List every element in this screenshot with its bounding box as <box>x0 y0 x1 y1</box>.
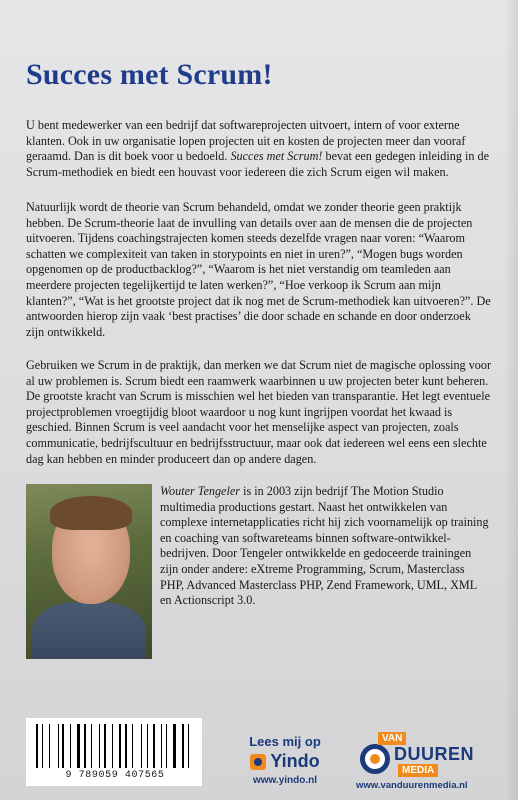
barcode-bar <box>109 724 112 768</box>
author-name: Wouter Tengeler <box>160 484 241 498</box>
barcode-bar <box>70 724 71 768</box>
barcode-bar <box>91 724 92 768</box>
author-photo-shirt <box>32 602 146 659</box>
barcode-bars <box>36 724 192 768</box>
yindo-brand <box>230 751 340 772</box>
isbn-barcode <box>26 718 202 786</box>
spine-shade <box>504 0 518 800</box>
barcode-bar <box>119 724 121 768</box>
barcode-bar <box>67 724 69 768</box>
barcode-bar <box>112 724 113 768</box>
barcode-bar <box>39 724 40 768</box>
barcode-bar <box>132 724 133 768</box>
barcode-bar <box>178 724 179 768</box>
barcode-bar <box>49 724 50 768</box>
publisher-duuren: DUUREN <box>394 744 475 764</box>
barcode-bar <box>60 724 61 768</box>
barcode-number: 9 789059 407565 <box>65 770 165 781</box>
barcode-bar <box>185 724 186 768</box>
barcode-bar <box>153 724 155 768</box>
barcode-bar <box>36 724 38 768</box>
author-photo <box>26 484 152 659</box>
publisher-logo <box>356 730 506 794</box>
barcode-bar <box>77 724 80 768</box>
intro-text-after: bevat een gedegen inleiding in de Scrum-methodiek en biedt een houvast voor iedereen die zich Scrum eigen wil maken. <box>26 149 490 179</box>
author-bio-text: is in 2003 zijn bedrijf The Motion Studio multimedia productions gestart. Naast het ontwikkelen van complexe internetapplicaties richt hij zich voornamelijk op training en coaching van softwareteams binnen software-ontwikkel-bedrijven. Door Tengeler ontwikkelde en gedoceerde trainingen zijn onder andere: eXtreme Programming, Scrum, Masterclass PHP, Advanced Masterclass PHP, Zend Framework, UML, XML en Actionscript 3.0. <box>160 484 489 608</box>
barcode-bar <box>94 724 96 768</box>
barcode-bar <box>163 724 164 768</box>
barcode-bar <box>125 724 127 768</box>
barcode-bar <box>89 724 90 768</box>
intro-book-title-emphasis: Succes met Scrum! <box>230 149 323 164</box>
barcode-bar <box>122 724 123 768</box>
barcode-bar <box>81 724 82 768</box>
barcode-bar <box>151 724 152 768</box>
yindo-tagline: Lees mij op <box>249 734 321 749</box>
barcode-bar <box>62 724 64 768</box>
yindo-brand-name: Yindo <box>270 751 320 771</box>
barcode-bar <box>182 724 184 768</box>
barcode-bar <box>42 724 43 768</box>
author-photo-hair <box>50 496 132 530</box>
barcode-bar <box>161 724 162 768</box>
author-bio <box>160 484 490 609</box>
barcode-bar <box>147 724 148 768</box>
barcode-bar <box>58 724 59 768</box>
intro-text-before: U bent medewerker van een bedrijf dat softwareprojecten uitvoert, intern of voor externe klanten. Ook in uw organisatie lopen projecten uit en kosten de projecten meer dan vooraf geraamd. Dan is dit boek voor u bedoeld. <box>26 118 466 164</box>
publisher-media: MEDIA <box>398 764 438 777</box>
barcode-bar <box>188 724 189 768</box>
barcode-bar <box>166 724 167 768</box>
barcode-bar <box>130 724 131 768</box>
barcode-bar <box>84 724 86 768</box>
intro-paragraph <box>26 118 492 180</box>
barcode-bar <box>99 724 100 768</box>
book-title: Succes met Scrum! <box>26 58 273 91</box>
barcode-bar <box>143 724 145 768</box>
barcode-bar <box>115 724 116 768</box>
barcode-bar <box>157 724 159 768</box>
barcode-bar <box>73 724 74 768</box>
publisher-disc-icon <box>360 744 390 774</box>
publisher-van: VAN <box>378 732 406 745</box>
barcode-bar <box>170 724 172 768</box>
barcode-bar <box>135 724 138 768</box>
publisher-url: www.vanduurenmedia.nl <box>356 780 468 791</box>
barcode-bar <box>52 724 55 768</box>
barcode-bar <box>101 724 102 768</box>
barcode-bar <box>46 724 48 768</box>
practice-paragraph: Gebruiken we Scrum in de praktijk, dan merken we dat Scrum niet de magische oplossing voor al uw problemen is. Scrum biedt een raamwerk waarbinnen u uw projecten beter kunt beheren. De grootste kracht van Scrum is misschien wel het bieden van transparantie. Het legt eventuele projectproblemen vroegtijdig bloot waardoor u nog kunt ingrijpen voordat het kwaad is geschied. Binnen Scrum is veel aandacht voor het menselijke aspect van projecten, zoals communicatie, bedrijfscultuur en bedrijfsstructuur, maar ook dat iedereen wel eens een slechte dag kan hebben en minder produceert dan op andere dagen. <box>26 358 492 466</box>
yindo-url: www.yindo.nl <box>252 775 318 786</box>
barcode-bar <box>104 724 106 768</box>
barcode-bar <box>141 724 142 768</box>
yindo-icon <box>250 754 266 770</box>
barcode-bar <box>173 724 176 768</box>
theory-paragraph: Natuurlijk wordt de theorie van Scrum behandeld, omdat we zonder theorie geen praktijk hebben. De Scrum-theorie laat de invulling van details over aan de mensen die de projecten uitvoeren. Tijdens coachingstrajecten komen steeds dezelfde vragen naar voren: “Waarom schatten we complexiteit van taken in storypoints en niet in uren?”, “Mogen bugs worden opgenomen op de productbacklog?”, “Waarom is het niet verstandig om teamleden aan meerdere projecten tegelijkertijd te laten werken?”, “Hoe verkoop ik Scrum aan mijn klanten?”, “Wat is het grootste project dat ik nog met de Scrum-methodiek kan uitvoeren?”. De antwoorden hierop zijn vaak ‘best practises’ die door schade en schande en door onderzoek zijn ontwikkeld. <box>26 200 491 339</box>
yindo-logo <box>230 734 340 794</box>
